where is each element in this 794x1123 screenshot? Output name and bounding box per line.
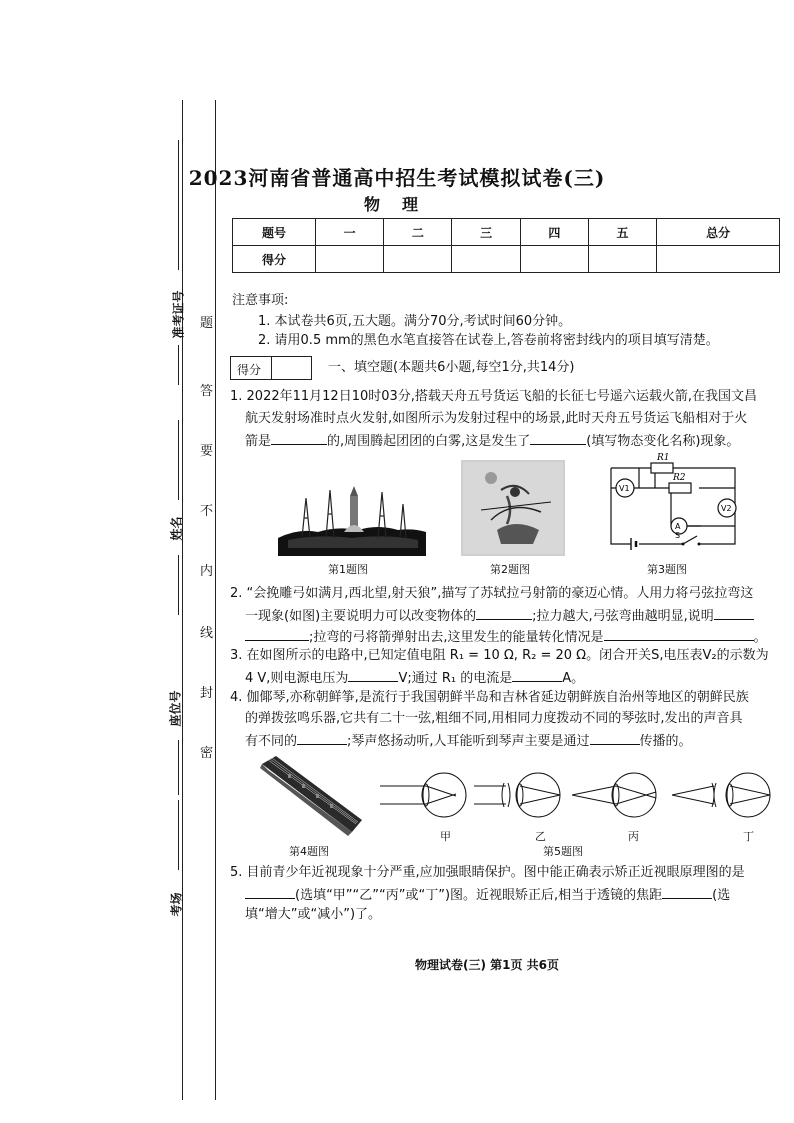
answer-blank[interactable] — [245, 626, 309, 641]
notes-item: 2. 请用0.5 mm的黑色水笔直接答在试卷上,答卷前将密封线内的项目填写清楚。 — [258, 333, 719, 348]
q5-line: (选填“甲”“乙”“丙”或“丁”)图。近视眼矫正后,相当于透镜的焦距 (选 — [245, 884, 730, 906]
eye-label-jia: 甲 — [440, 830, 451, 843]
figure-3-circuit — [603, 446, 743, 554]
score-table-header: 题号 — [233, 219, 316, 246]
q5-line: 填“增大”或“减小”)了。 — [245, 907, 382, 922]
q4-line: 的弹拨弦鸣乐器,它共有二十一弦,粗细不同,用相同力度拨动不同的琴弦时,发出的声音具 — [245, 711, 743, 726]
score-table-header: 三 — [452, 219, 520, 246]
figure-5-eye-diagrams — [376, 766, 782, 824]
margin-rule-inner — [215, 100, 216, 1100]
q2-line: 2. “会挽雕弓如满月,西北望,射天狼”,描写了苏轼拉弓射箭的豪迈心情。人用力将弓弦拉弯这 — [230, 586, 754, 601]
score-table-header: 五 — [588, 219, 656, 246]
figure-1-caption: 第1题图 — [328, 563, 368, 576]
svg-text:R1: R1 — [657, 453, 670, 463]
resistor-r1 — [651, 463, 673, 473]
seal-char: 封 — [200, 686, 214, 701]
subject-title: 物理 — [363, 195, 440, 214]
seal-char: 要 — [200, 444, 214, 459]
section-score-box — [230, 356, 312, 380]
seat-number-line — [178, 740, 179, 795]
candidate-number-label: 准考证号 — [171, 290, 186, 339]
q3-line: 4 V,则电源电压为 V;通过 R₁ 的电流是 A。 — [245, 667, 584, 689]
score-table-header: 二 — [384, 219, 452, 246]
score-row-label: 得分 — [233, 246, 316, 273]
answer-blank[interactable] — [530, 430, 586, 445]
answer-blank[interactable] — [512, 667, 562, 682]
seal-char: 题 — [200, 316, 214, 331]
q1-line: 航天发射场准时点火发射,如图所示为发射过程中的场景,此时天舟五号货运飞船相对于火 — [245, 411, 748, 426]
name-line-b — [178, 555, 179, 615]
score-cell[interactable] — [657, 246, 780, 273]
candidate-number-line-b — [178, 345, 179, 385]
score-table-header-row — [233, 219, 780, 246]
q5-line: 5. 目前青少年近视现象十分严重,应加强眼睛保护。图中能正确表示矫正近视眼原理图的是 — [230, 865, 745, 880]
figure-1-rocket-launch — [278, 468, 426, 556]
score-table-row — [233, 246, 780, 273]
answer-blank[interactable] — [662, 884, 712, 899]
exam-room-label: 考场 — [169, 892, 184, 917]
score-cell[interactable] — [452, 246, 520, 273]
svg-text:R2: R2 — [673, 473, 686, 483]
answer-blank[interactable] — [245, 884, 295, 899]
seal-char: 不 — [200, 504, 214, 519]
q1-line: 1. 2022年11月12日10时03分,搭载天舟五号货运飞船的长征七号遥六运载火箭,在我国文昌 — [230, 389, 758, 404]
figure-4-caption: 第4题图 — [289, 845, 329, 858]
exam-room-line — [178, 800, 179, 870]
q1-line: 箭是 的,周围腾起团团的白雾,这是发生了 (填写物态变化名称)现象。 — [245, 430, 739, 452]
svg-text:V2: V2 — [721, 504, 732, 513]
answer-blank[interactable] — [604, 626, 754, 641]
score-table-header: 总分 — [657, 219, 780, 246]
svg-text:A: A — [675, 522, 681, 531]
score-cell[interactable] — [520, 246, 588, 273]
q3-line: 3. 在如图所示的电路中,已知定值电阻 R₁ = 10 Ω, R₂ = 20 Ω。闭合开关S,电压表V₂的示数为 — [230, 648, 769, 663]
section1-heading: 一、填空题(本题共6小题,每空1分,共14分) — [328, 360, 575, 375]
q2-line: ;拉弯的弓将箭弹射出去,这里发生的能量转化情况是 。 — [245, 626, 767, 648]
figure-2-caption: 第2题图 — [490, 563, 530, 576]
score-cell[interactable] — [588, 246, 656, 273]
exam-title: 2023河南省普通高中招生考试模拟试卷(三) — [188, 166, 606, 190]
name-label: 姓名 — [169, 516, 184, 541]
figure-5-caption: 第5题图 — [543, 845, 583, 858]
resistor-r2 — [669, 483, 691, 493]
eye-label-bing: 丙 — [628, 830, 639, 843]
answer-blank[interactable] — [297, 730, 347, 745]
figure-3-caption: 第3题图 — [647, 563, 687, 576]
seal-char: 内 — [200, 564, 214, 579]
section-score-label: 得分 — [237, 363, 262, 377]
notes-heading: 注意事项: — [232, 293, 289, 308]
score-table-header: 四 — [520, 219, 588, 246]
figure-2-archer — [461, 460, 565, 556]
answer-blank[interactable] — [271, 430, 327, 445]
figure-4-gayageum — [258, 752, 364, 836]
svg-text:V1: V1 — [619, 484, 630, 493]
svg-text:S: S — [675, 531, 681, 540]
seal-char: 线 — [200, 626, 214, 641]
seat-number-label: 座位号 — [168, 690, 183, 727]
margin-rule-outer — [182, 100, 183, 1100]
score-table-header: 一 — [316, 219, 384, 246]
seal-char: 密 — [200, 746, 214, 761]
score-cell[interactable] — [384, 246, 452, 273]
score-cell[interactable] — [316, 246, 384, 273]
q4-line: 有不同的 ;琴声悠扬动听,人耳能听到琴声主要是通过 传播的。 — [245, 730, 692, 752]
answer-blank[interactable] — [714, 605, 754, 620]
q2-line: 一现象(如图)主要说明力可以改变物体的 ;拉力越大,弓弦弯曲越明显,说明 — [245, 605, 754, 627]
q4-line: 4. 伽倻琴,亦称朝鲜筝,是流行于我国朝鲜半岛和吉林省延边朝鲜族自治州等地区的朝鲜民族 — [230, 690, 749, 705]
answer-blank[interactable] — [476, 605, 532, 620]
eye-label-ding: 丁 — [743, 830, 754, 843]
page-footer: 物理试卷(三) 第1页 共6页 — [414, 958, 560, 972]
answer-blank[interactable] — [348, 667, 398, 682]
name-line — [178, 420, 179, 500]
score-table — [232, 218, 780, 273]
notes-item: 1. 本试卷共6页,五大题。满分70分,考试时间60分钟。 — [258, 314, 572, 329]
answer-blank[interactable] — [590, 730, 640, 745]
eye-label-yi: 乙 — [535, 830, 546, 843]
seal-char: 答 — [200, 384, 214, 399]
